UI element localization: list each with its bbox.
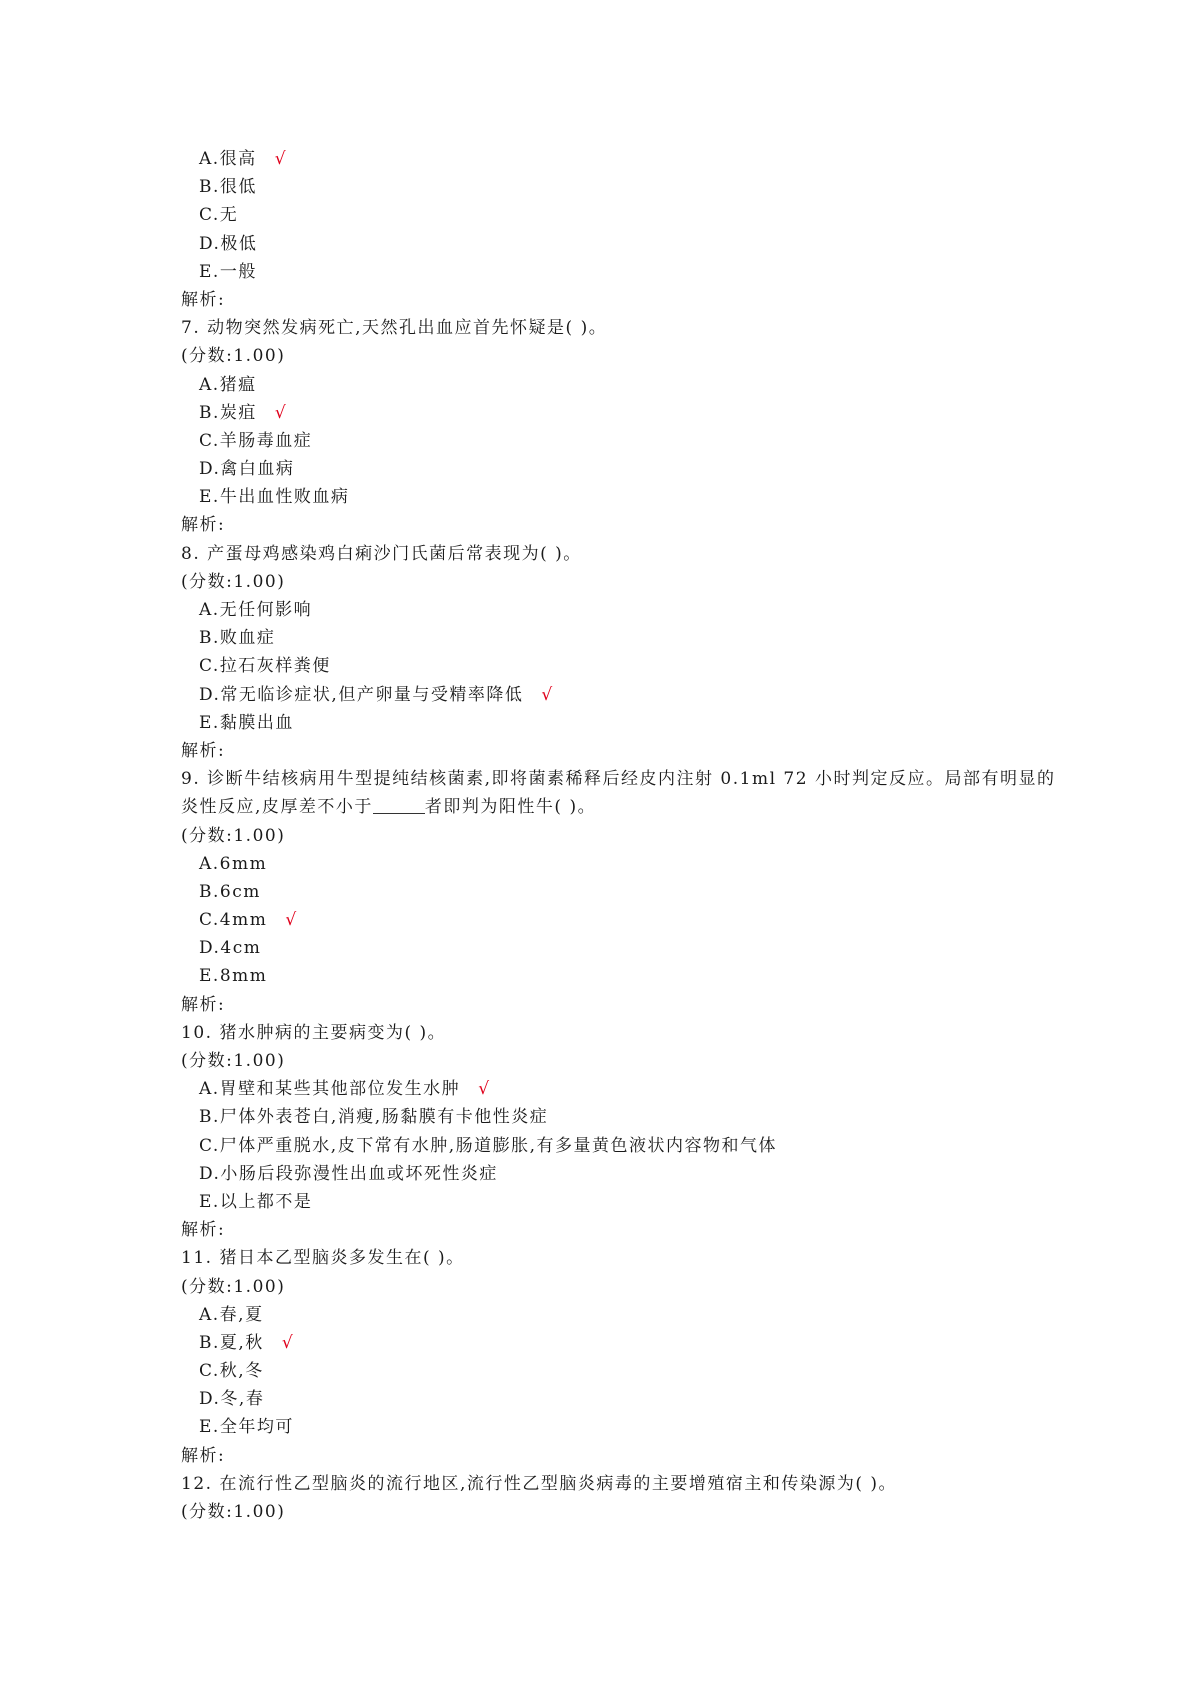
option-a: A.猪瘟 [199,374,257,395]
option-a: A.春,夏 [199,1304,264,1325]
question-stem: 8. 产蛋母鸡感染鸡白痢沙门氏菌后常表现为( )。 [181,543,582,564]
option-d: D.禽白血病 [199,459,295,480]
option-c: C.尸体严重脱水,皮下常有水肿,肠道膨胀,有多量黄色液状内容物和气体 [199,1135,778,1156]
question-score: (分数:1.00) [181,1276,286,1297]
analysis-label: 解析: [181,1220,226,1241]
question-score: (分数:1.00) [181,571,286,592]
option-b: B.败血症 [199,628,276,649]
option-c: C.4mm √ [199,910,298,931]
analysis-label: 解析: [181,1445,226,1466]
option-b: B.夏,秋 √ [199,1332,295,1353]
option-e: E.全年均可 [199,1417,294,1438]
option-a: A.6mm [199,853,268,874]
analysis-label: 解析: [181,289,226,310]
correct-check-icon: √ [274,149,288,169]
correct-check-icon: √ [281,1332,295,1353]
correct-check-icon: √ [285,910,298,931]
option-d: D.4cm [199,938,262,959]
correct-check-icon: √ [478,1079,491,1100]
analysis-label: 解析: [181,515,226,536]
option-d: D.小肠后段弥漫性出血或坏死性炎症 [199,1163,498,1184]
analysis-label: 解析: [181,740,226,761]
option-a: A.胃壁和某些其他部位发生水肿 √ [199,1079,491,1100]
option-b: B.尸体外表苍白,消瘦,肠黏膜有卡他性炎症 [199,1107,549,1128]
option-b: B.6cm [199,881,261,902]
correct-check-icon: √ [541,684,554,705]
fill-blank [373,797,425,814]
option-c: C.拉石灰样粪便 [199,656,331,677]
option-e: E.以上都不是 [199,1191,313,1212]
question-list [181,145,1061,1526]
option-d: D.冬,春 [199,1389,265,1410]
question-stem: 11. 猪日本乙型脑炎多发生在( )。 [181,1248,465,1269]
option-a: A.无任何影响 [199,600,313,620]
option-a: A.很高 √ [199,149,288,169]
question-score: (分数:1.00) [181,346,286,367]
option-e: E.一般 [199,261,257,282]
option-e: E.牛出血性败血病 [199,487,350,508]
question-score: (分数:1.00) [181,1051,286,1071]
question-stem: 10. 猪水肿病的主要病变为( )。 [181,1022,447,1043]
question-stem: 7. 动物突然发病死亡,天然孔出血应首先怀疑是( )。 [181,318,608,339]
option-c: C.羊肠毒血症 [199,430,313,451]
question-score: (分数:1.00) [181,1502,286,1522]
question-stem: 12. 在流行性乙型脑炎的流行地区,流行性乙型脑炎病毒的主要增殖宿主和传染源为( )。 [181,1473,898,1494]
option-d: D.极低 [199,233,258,254]
option-c: C.无 [199,205,239,226]
question-stem-continued: 炎性反应,皮厚差不小于 者即判为阳性牛( )。 [181,797,597,818]
option-d: D.常无临诊症状,但产卵量与受精率降低 √ [199,684,554,705]
analysis-label: 解析: [181,994,226,1015]
option-e: E.黏膜出血 [199,712,294,733]
question-stem: 9. 诊断牛结核病用牛型提纯结核菌素,即将菌素稀释后经皮内注射 0.1ml 72 小时判定反应。局部有明显的 [181,769,1056,790]
correct-check-icon: √ [274,402,288,423]
question-score: (分数:1.00) [181,825,286,846]
option-e: E.8mm [199,966,268,987]
option-b: B.很低 [199,177,257,198]
option-c: C.秋,冬 [199,1361,264,1382]
option-b: B.炭疽 √ [199,402,288,423]
